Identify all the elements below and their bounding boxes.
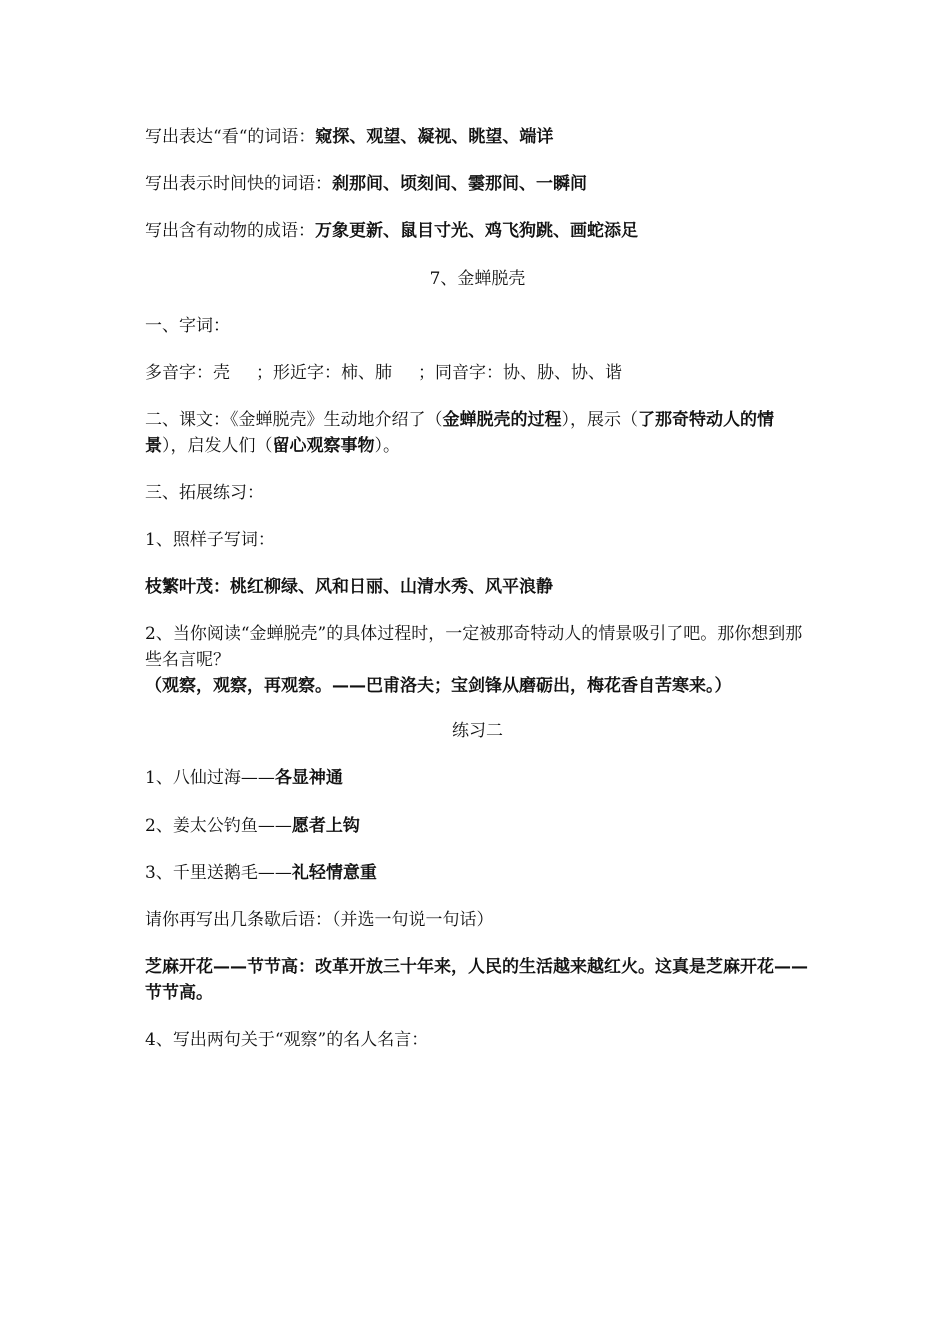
look-words-line: [145, 124, 810, 150]
xiehouyu-item-2: [145, 813, 810, 839]
character-exercises-line: [145, 360, 810, 386]
look-words-label: 写出表达“看“的词语：: [145, 127, 316, 147]
section2-answer-3: 留心观察事物: [272, 436, 375, 456]
xiehouyu-1-question: 1、八仙过海——: [145, 768, 275, 788]
exercise2-paragraph: [145, 621, 810, 699]
similar-chars: ；形近字：柿、肺: [256, 363, 392, 383]
animal-idioms-line: [145, 218, 810, 244]
section2-text-4: ）。: [374, 436, 400, 456]
xiehouyu-2-answer: 愿者上钩: [291, 816, 360, 836]
lesson7-section2-paragraph: [145, 407, 810, 459]
xiehouyu-1-answer: 各显神通: [274, 768, 343, 788]
exercise1-prompt: 1、照样子写词：: [145, 530, 275, 550]
xiehouyu-answer-paragraph: [145, 954, 810, 1006]
fast-time-words-label: 写出表示时间快的词语：: [145, 174, 332, 194]
xiehouyu-prompt: 请你再写出几条歇后语：（并选一句说一句话）: [145, 910, 494, 930]
exercise1-sample: 枝繁叶茂：: [145, 577, 230, 597]
homophone-chars: ；同音字：协、胁、协、谐: [418, 363, 622, 383]
xiehouyu-item-1: [145, 765, 810, 791]
polyphone-chars: 多音字：壳: [145, 363, 230, 383]
practice2-title: 练习二: [452, 721, 503, 741]
fast-time-words-line: [145, 171, 810, 197]
xiehouyu-item-3: [145, 860, 810, 886]
exercise2-answer: （观察，观察，再观察。——巴甫洛夫；宝剑锋从磨砺出，梅花香自苦寒来。）: [145, 676, 732, 696]
section2-text-2: ），展示（: [561, 410, 638, 430]
section2-answer-2: 了那奇特动人的情景: [145, 410, 774, 456]
look-words-answer: 窥探、观望、凝视、眺望、端详: [315, 127, 554, 147]
lesson7-section1-heading: 一、字词：: [145, 316, 230, 336]
section2-answer-1: 金蝉脱壳的过程: [442, 410, 562, 430]
xiehouyu-3-answer: 礼轻情意重: [291, 863, 377, 883]
xiehouyu-answer: 芝麻开花——节节高：改革开放三十年来，人民的生活越来越红火。这真是芝麻开花——节节高。: [145, 957, 808, 1003]
xiehouyu-2-question: 2、姜太公钓鱼——: [145, 816, 292, 836]
lesson7-section3-heading: 三、拓展练习：: [145, 483, 264, 503]
xiehouyu-3-question: 3、千里送鹅毛——: [145, 863, 292, 883]
section2-text-3: ），启发人们（: [162, 436, 273, 456]
animal-idioms-answer: 万象更新、鼠目寸光、鸡飞狗跳、画蛇添足: [315, 221, 638, 241]
animal-idioms-label: 写出含有动物的成语：: [145, 221, 315, 241]
lesson7-title: 7、金蝉脱壳: [429, 269, 526, 289]
section2-text-1: 二、课文：《金蝉脱壳》生动地介绍了（: [145, 410, 443, 430]
fast-time-words-answer: 刹那间、顷刻间、霎那间、一瞬间: [332, 174, 587, 194]
exercise1-answer-line: [145, 574, 810, 600]
quotes-prompt: 4、写出两句关于“观察”的名人名言：: [145, 1030, 429, 1050]
exercise1-answer: 桃红柳绿、风和日丽、山清水秀、风平浪静: [230, 577, 553, 597]
exercise2-question: 2、当你阅读“金蝉脱壳”的具体过程时，一定被那奇特动人的情景吸引了吧。那你想到那些名言呢？: [145, 624, 803, 670]
